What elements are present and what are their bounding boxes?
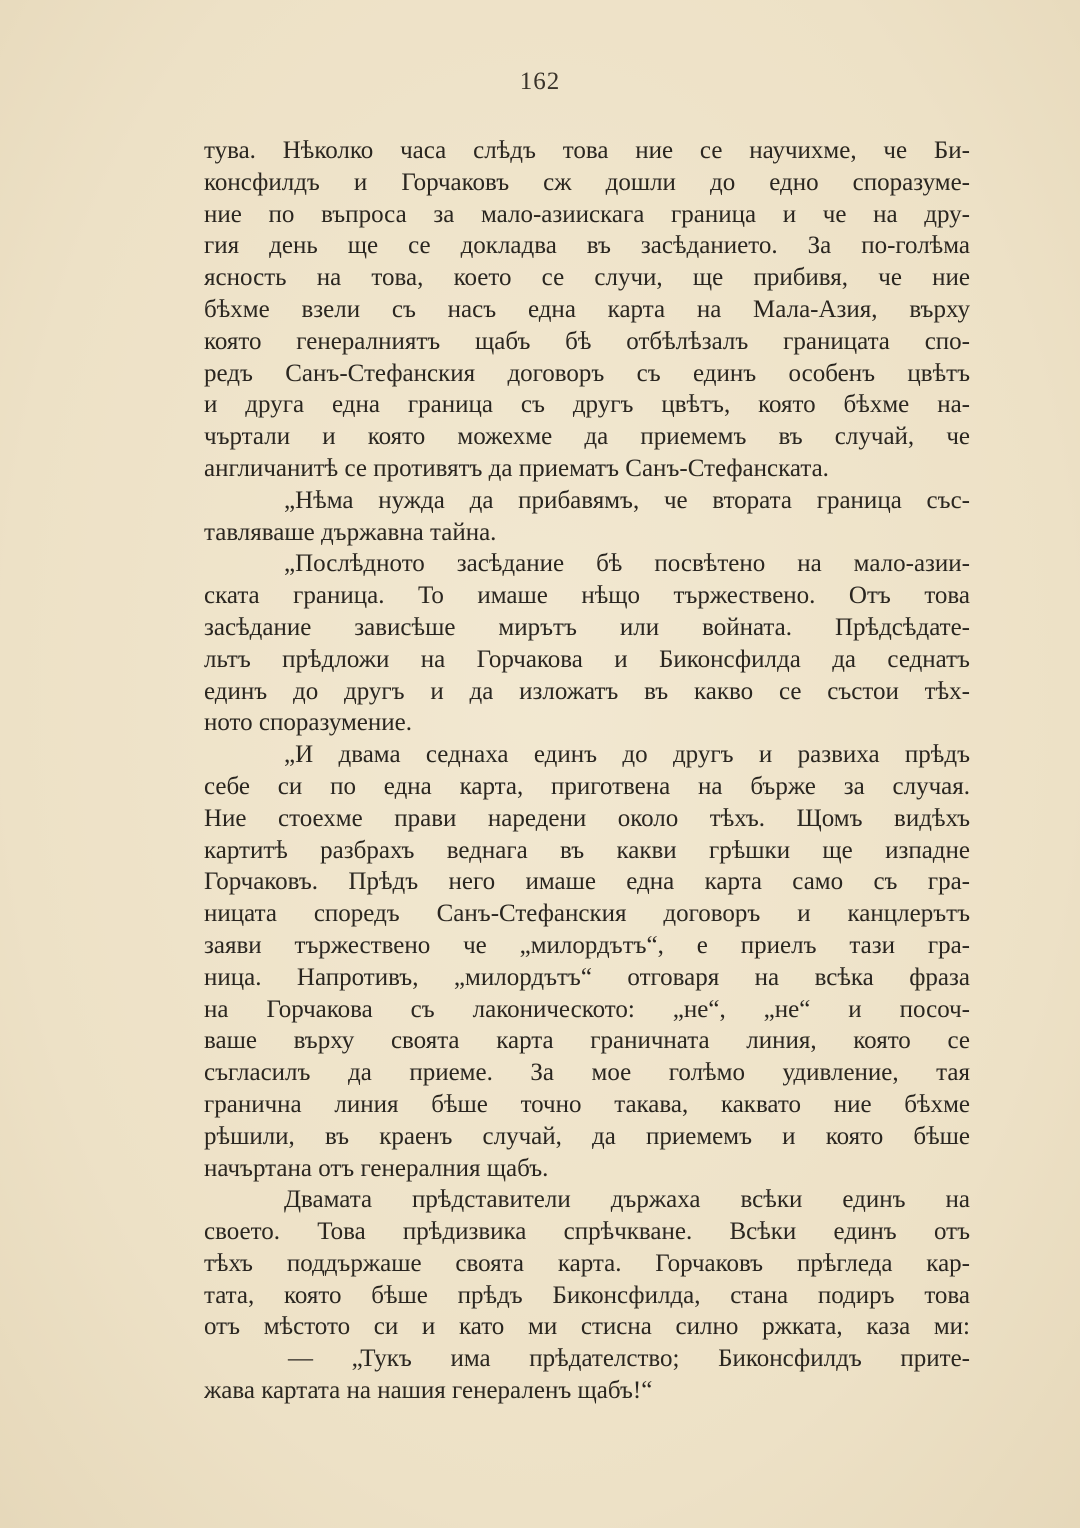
text-line: чъртали и която можехме да приемемъ въ случай, че bbox=[204, 423, 970, 451]
text-line: начъртана отъ генералния щабъ. bbox=[204, 1154, 549, 1182]
text-line: жава картата на нашия генераленъ щабъ!“ bbox=[204, 1377, 653, 1405]
text-line: ницата споредъ Санъ-Стефанския договоръ и канцлерътъ bbox=[204, 900, 970, 928]
text-line: гранична линия бѣше точно такава, каквато ние бѣхме bbox=[204, 1090, 970, 1118]
text-line: единъ до другъ и да изложатъ въ какво се състои тѣх- bbox=[204, 677, 970, 705]
text-line: Двамата прѣдставители държаха всѣки единъ на bbox=[284, 1186, 970, 1214]
text-line: гия день ще се докладва въ засѣданието. За по-голѣма bbox=[204, 232, 970, 260]
text-line: „Нѣма нужда да прибавямъ, че втората граница със- bbox=[284, 486, 970, 514]
text-line: отъ мѣстото си и като ми стисна силно ржката, каза ми: bbox=[204, 1313, 970, 1341]
text-line: заяви тържествено че „милордътъ“, е приелъ тази гра- bbox=[204, 931, 970, 959]
text-line: тата, която бѣше прѣдъ Биконсфилда, стана подиръ това bbox=[204, 1281, 970, 1309]
text-line: ваше върху своята карта граничната линия, която се bbox=[204, 1027, 970, 1055]
text-line: ската граница. То имаше нѣщо тържествено. Отъ това bbox=[204, 582, 970, 610]
body-text bbox=[204, 135, 970, 1407]
text-line: „И двама седнаха единъ до другъ и развиха прѣдъ bbox=[284, 741, 970, 769]
text-line: която генералниятъ щабъ бѣ отбѣлѣзалъ границата спо- bbox=[204, 327, 970, 355]
text-line: на Горчакова съ лаконическото: „не“, „не“ и посоч- bbox=[204, 995, 970, 1023]
text-line: тѣхъ поддържаше своята карта. Горчаковъ прѣгледа кар- bbox=[204, 1249, 970, 1277]
text-line: своето. Това прѣдизвика спрѣчкване. Всѣки единъ отъ bbox=[204, 1218, 970, 1246]
text-line: себе си по една карта, приготвена на бърже за случая. bbox=[204, 772, 970, 800]
text-line: ница. Напротивъ, „милордътъ“ отговаря на всѣка фраза bbox=[204, 963, 970, 991]
text-line: — „Тукъ има прѣдателство; Биконсфилдъ прите- bbox=[288, 1345, 970, 1373]
text-line: картитѣ разбрахъ веднага въ какви грѣшки ще изпадне bbox=[204, 836, 970, 864]
text-line: льтъ прѣдложи на Горчакова и Биконсфилда да седнатъ bbox=[204, 645, 970, 673]
text-line: ние по въпроса за мало-азиискага граница и че на дру- bbox=[204, 200, 970, 228]
text-line: тува. Нѣколко часа слѣдъ това ние се научихме, че Би- bbox=[204, 137, 970, 164]
page-number: 162 bbox=[519, 68, 561, 95]
text-line: съгласилъ да приеме. За мое голѣмо удивление, тая bbox=[204, 1059, 970, 1087]
text-line: „Послѣдното засѣдание бѣ посвѣтено на мало-азии- bbox=[284, 550, 970, 578]
text-line: и друга една граница съ другъ цвѣтъ, която бѣхме на- bbox=[204, 391, 970, 419]
text-line: ното споразумение. bbox=[204, 709, 413, 737]
text-line: засѣдание зависѣше мирътъ или войната. Прѣдсѣдате- bbox=[204, 613, 970, 641]
text-line: бѣхме взели съ насъ една карта на Мала-Азия, върху bbox=[204, 295, 970, 323]
text-line: тавляваше държавна тайна. bbox=[204, 518, 497, 546]
text-line: рѣшили, въ краенъ случай, да приемемъ и която бѣше bbox=[204, 1122, 970, 1150]
text-line: ясность на това, което се случи, ще прибивя, че ние bbox=[204, 264, 970, 292]
text-line: Ние стоехме прави наредени около тѣхъ. Щомъ видѣхъ bbox=[204, 804, 970, 832]
text-line: англичанитѣ се противятъ да приематъ Санъ-Стефанската. bbox=[204, 454, 829, 482]
text-line: редъ Санъ-Стефанския договоръ съ единъ особенъ цвѣтъ bbox=[204, 359, 970, 387]
text-line: Горчаковъ. Прѣдъ него имаше една карта само съ гра- bbox=[204, 868, 970, 896]
text-line: консфилдъ и Горчаковъ сж дошли до едно споразуме- bbox=[204, 168, 970, 196]
